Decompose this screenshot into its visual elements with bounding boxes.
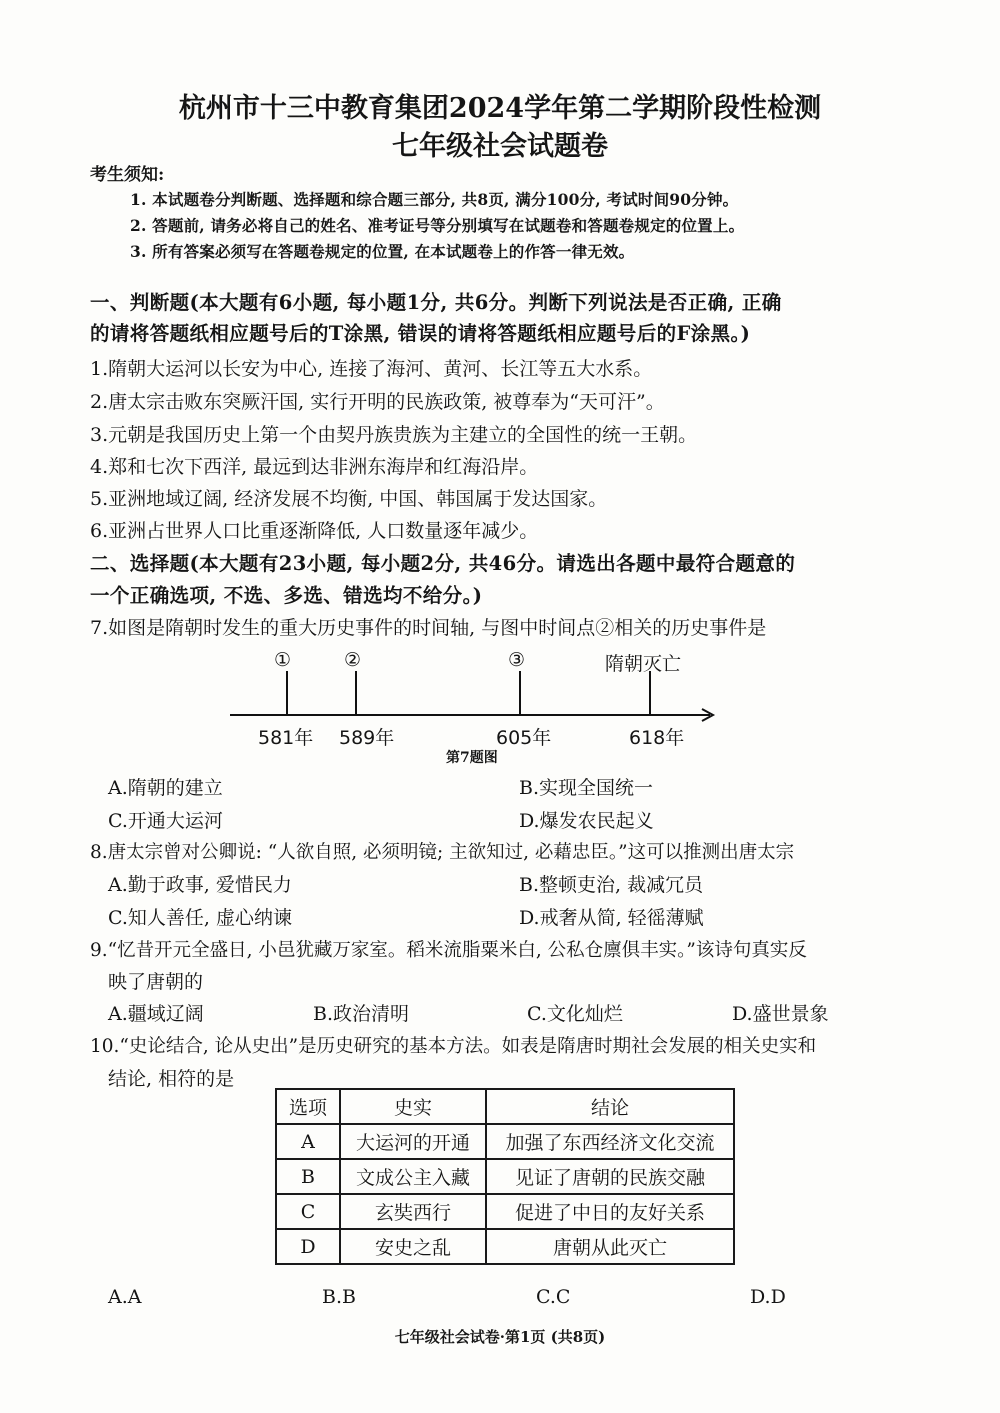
question-9-stem-cont: 映了唐朝的	[108, 971, 204, 993]
question-10-stem: 10.“史论结合, 论从史出”是历史研究的基本方法。如表是隋唐时期社会发展的相关史实和	[90, 1036, 817, 1057]
section2-heading: 二、选择题(本大题有23小题, 每小题2分, 共46分。请选出各题中最符合题意的	[90, 552, 796, 575]
note-item: 2. 答题前, 请务必将自己的姓名、准考证号等分别填写在试题卷和答题卷规定的位置上。	[130, 216, 745, 235]
section1-heading: 一、判断题(本大题有6小题, 每小题1分, 共6分。判断下列说法是否正确, 正确	[90, 291, 782, 314]
judgment-question-3: 3.元朝是我国历史上第一个由契丹族贵族为主建立的全国性的统一王朝。	[90, 424, 698, 446]
timeline-caption: 第7题图	[446, 750, 498, 766]
question-10-stem-cont: 结论, 相符的是	[108, 1068, 235, 1090]
table-cell: 唐朝从此灭亡	[486, 1229, 734, 1264]
judgment-question-4: 4.郑和七次下西洋, 最远到达非洲东海岸和红海沿岸。	[90, 456, 539, 478]
timeline-year: 589年	[339, 727, 395, 749]
notes-heading: 考生须知:	[90, 165, 165, 185]
judgment-question-5: 5.亚洲地域辽阔, 经济发展不均衡, 中国、韩国属于发达国家。	[90, 488, 608, 510]
table-header-cell: 史实	[340, 1089, 486, 1124]
judgment-question-1: 1.隋朝大运河以长安为中心, 连接了海河、黄河、长江等五大水系。	[90, 358, 653, 380]
table-row	[276, 1194, 734, 1229]
q10-option-a: A.A	[108, 1286, 142, 1308]
table-row	[276, 1124, 734, 1159]
table-cell: 安史之乱	[340, 1229, 486, 1264]
q8-option-d: D.戒奢从简, 轻徭薄赋	[519, 907, 704, 929]
question-7-stem: 7.如图是隋朝时发生的重大历史事件的时间轴, 与图中时间点②相关的历史事件是	[90, 617, 767, 639]
judgment-question-6: 6.亚洲占世界人口比重逐渐降低, 人口数量逐年减少。	[90, 520, 539, 542]
q9-option-b: B.政治清明	[313, 1003, 410, 1025]
table-header-row	[276, 1089, 734, 1124]
table-row	[276, 1159, 734, 1194]
timeline-year: 581年	[258, 727, 314, 749]
timeline-marker-3: ③	[508, 649, 526, 671]
q9-option-c: C.文化灿烂	[527, 1003, 623, 1025]
table-cell: 大运河的开通	[340, 1124, 486, 1159]
q8-option-c: C.知人善任, 虚心纳谏	[108, 907, 292, 929]
q8-option-b: B.整顿吏治, 裁减冗员	[519, 874, 704, 896]
timeline-year: 618年	[629, 727, 685, 749]
table-cell: 促进了中日的友好关系	[486, 1194, 734, 1229]
note-item: 1. 本试题卷分判断题、选择题和综合题三部分, 共8页, 满分100分, 考试时间90分钟。	[130, 190, 739, 209]
note-item: 3. 所有答案必须写在答题卷规定的位置, 在本试题卷上的作答一律无效。	[130, 242, 635, 261]
q7-option-c: C.开通大运河	[108, 810, 223, 832]
q10-option-b: B.B	[322, 1286, 356, 1308]
timeline-year: 605年	[496, 727, 552, 749]
q7-option-d: D.爆发农民起义	[519, 810, 654, 832]
table-header-cell: 选项	[276, 1089, 340, 1124]
q9-option-d: D.盛世景象	[732, 1003, 829, 1025]
table-cell: C	[276, 1194, 340, 1229]
q8-option-a: A.勤于政事, 爱惜民力	[108, 874, 292, 896]
table-cell: 玄奘西行	[340, 1194, 486, 1229]
table-cell: A	[276, 1124, 340, 1159]
section1-heading: 的请将答题纸相应题号后的T涂黑, 错误的请将答题纸相应题号后的F涂黑。)	[90, 322, 751, 345]
question-8-stem: 8.唐太宗曾对公卿说: “人欲自照, 必须明镜; 主欲知过, 必藉忠臣。”这可以推测出唐太宗	[90, 842, 795, 863]
table-cell: D	[276, 1229, 340, 1264]
table-row	[276, 1229, 734, 1264]
q10-option-c: C.C	[536, 1286, 571, 1308]
timeline-marker-1: ①	[274, 649, 292, 671]
q10-table	[275, 1088, 735, 1265]
q7-option-b: B.实现全国统一	[519, 777, 654, 799]
table-cell: 文成公主入藏	[340, 1159, 486, 1194]
judgment-question-2: 2.唐太宗击败东突厥汗国, 实行开明的民族政策, 被尊奉为“天可汗”。	[90, 391, 665, 413]
table-header-cell: 结论	[486, 1089, 734, 1124]
exam-title-line1: 杭州市十三中教育集团2024学年第二学期阶段性检测	[178, 93, 822, 124]
page-footer: 七年级社会试卷·第1页 (共8页)	[394, 1328, 606, 1346]
section2-heading: 一个正确选项, 不选、多选、错选均不给分。)	[90, 584, 483, 607]
table-cell: B	[276, 1159, 340, 1194]
table-cell: 见证了唐朝的民族交融	[486, 1159, 734, 1194]
q9-option-a: A.疆域辽阔	[108, 1003, 204, 1025]
q7-option-a: A.隋朝的建立	[108, 777, 223, 799]
timeline-marker-2: ②	[344, 649, 362, 671]
q10-option-d: D.D	[750, 1286, 786, 1308]
exam-title-line2: 七年级社会试题卷	[392, 131, 608, 162]
timeline-marker-end: 隋朝灭亡	[605, 653, 682, 675]
table-cell: 加强了东西经济文化交流	[486, 1124, 734, 1159]
question-9-stem: 9.“忆昔开元全盛日, 小邑犹藏万家室。稻米流脂粟米白, 公私仓廪俱丰实。”该诗句真实反	[90, 940, 807, 961]
